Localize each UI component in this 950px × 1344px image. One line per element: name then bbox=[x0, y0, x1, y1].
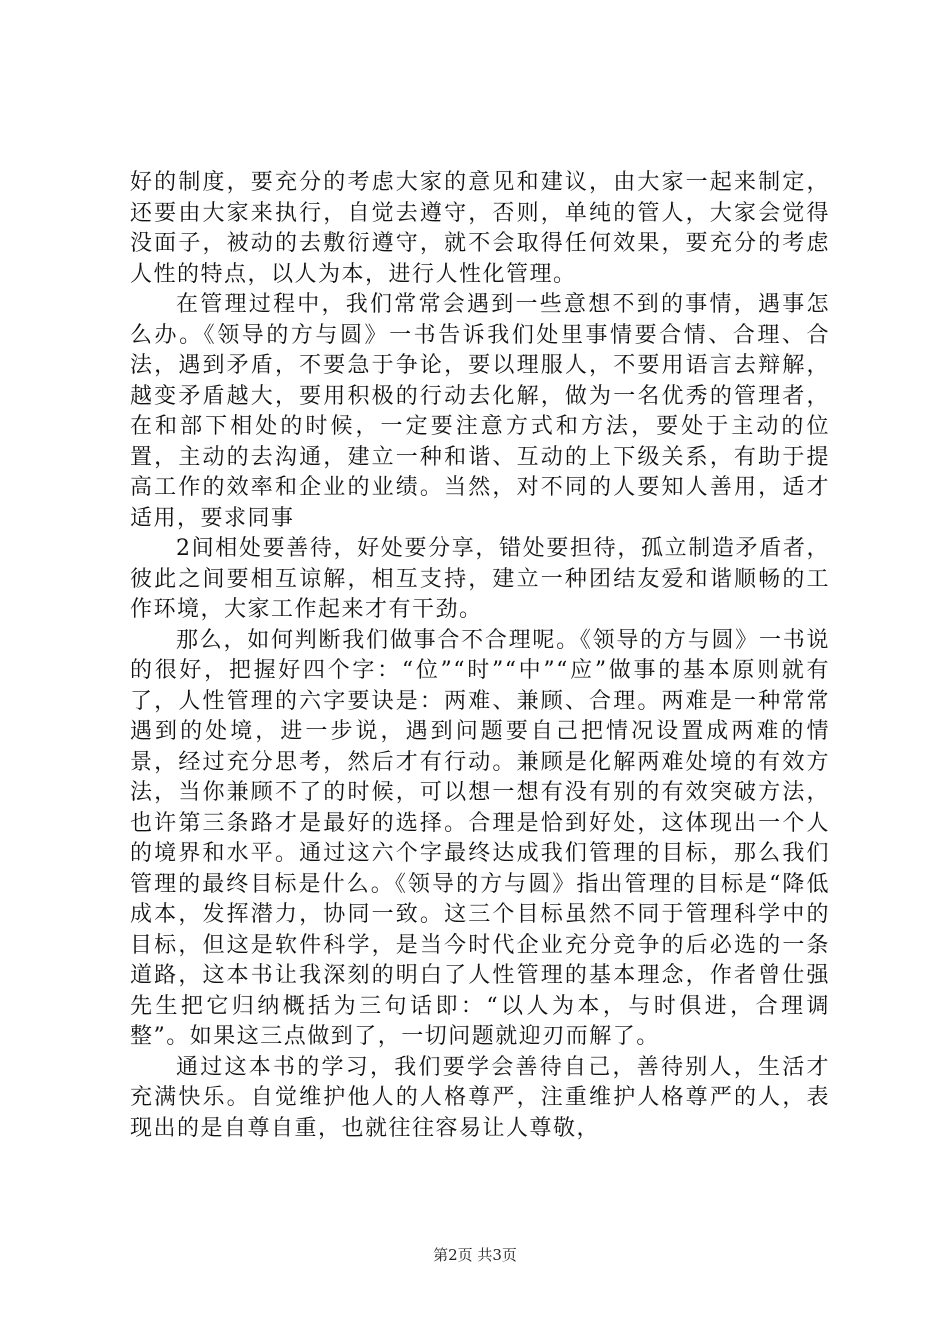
paragraph-5: 通过这本书的学习，我们要学会善待自己，善待别人，生活才充满快乐。自觉维护他人的人格尊严，注重维护人格尊严的人，表现出的是自尊自重，也就往往容易让人尊敬， bbox=[130, 1054, 830, 1141]
document-body bbox=[130, 168, 830, 1144]
paragraph-3: 2间相处要善待，好处要分享，错处要担待，孤立制造矛盾者，彼此之间要相互谅解，相互支持，建立一种团结友爱和谐顺畅的工作环境，大家工作起来才有干劲。 bbox=[130, 536, 830, 622]
page-number-footer: 第2页 共3页 bbox=[433, 1246, 517, 1264]
paragraph-4: 那么，如何判断我们做事合不合理呢。《领导的方与圆》一书说的很好，把握好四个字：“位”“时”“中”“应”做事的基本原则就有了，人性管理的六字要诀是：两难、兼顾、合理。两难是一种常常遇到的处境，进一步说，遇到问题要自己把情况设置成两难的情景，经过充分思考，然后才有行动。兼顾是化解两难处境的有效方法，当你兼顾不了的时候，可以想一想有没有别的有效突破方法，也许第三条路才是最好的选择。合理是恰到好处，这体现出一个人的境界和水平。通过这六个字最终达成我们管理的目标，那么我们管理的最终目标是什么。《领导的方与圆》指出管理的目标是“降低成本，发挥潜力，协同一致。这三个目标虽然不同于管理科学中的目标，但这是软件科学，是当今时代企业充分竞争的后必选的一条道路，这本书让我深刻的明白了人性管理的基本理念，作者曾仕强先生把它归纳概括为三句话即：“以人为本，与时俱进，合理调整”。如果这三点做到了，一切问题就迎刃而解了。 bbox=[130, 627, 830, 1049]
paragraph-2: 在管理过程中，我们常常会遇到一些意想不到的事情，遇事怎么办。《领导的方与圆》一书告诉我们处里事情要合情、合理、合法，遇到矛盾，不要急于争论，要以理服人，不要用语言去辩解，越变矛盾越大，要用积极的行动去化解，做为一名优秀的管理者，在和部下相处的时候，一定要注意方式和方法，要处于主动的位置，主动的去沟通，建立一种和谐、互动的上下级关系，有助于提高工作的效率和企业的业绩。当然，对不同的人要知人善用，适才适用，要求同事 bbox=[130, 292, 830, 531]
paragraph-1: 好的制度，要充分的考虑大家的意见和建议，由大家一起来制定，还要由大家来执行，自觉去遵守，否则，单纯的管人，大家会觉得没面子，被动的去敷衍遵守，就不会取得任何效果，要充分的考虑人性的特点，以人为本，进行人性化管理。 bbox=[130, 170, 830, 287]
